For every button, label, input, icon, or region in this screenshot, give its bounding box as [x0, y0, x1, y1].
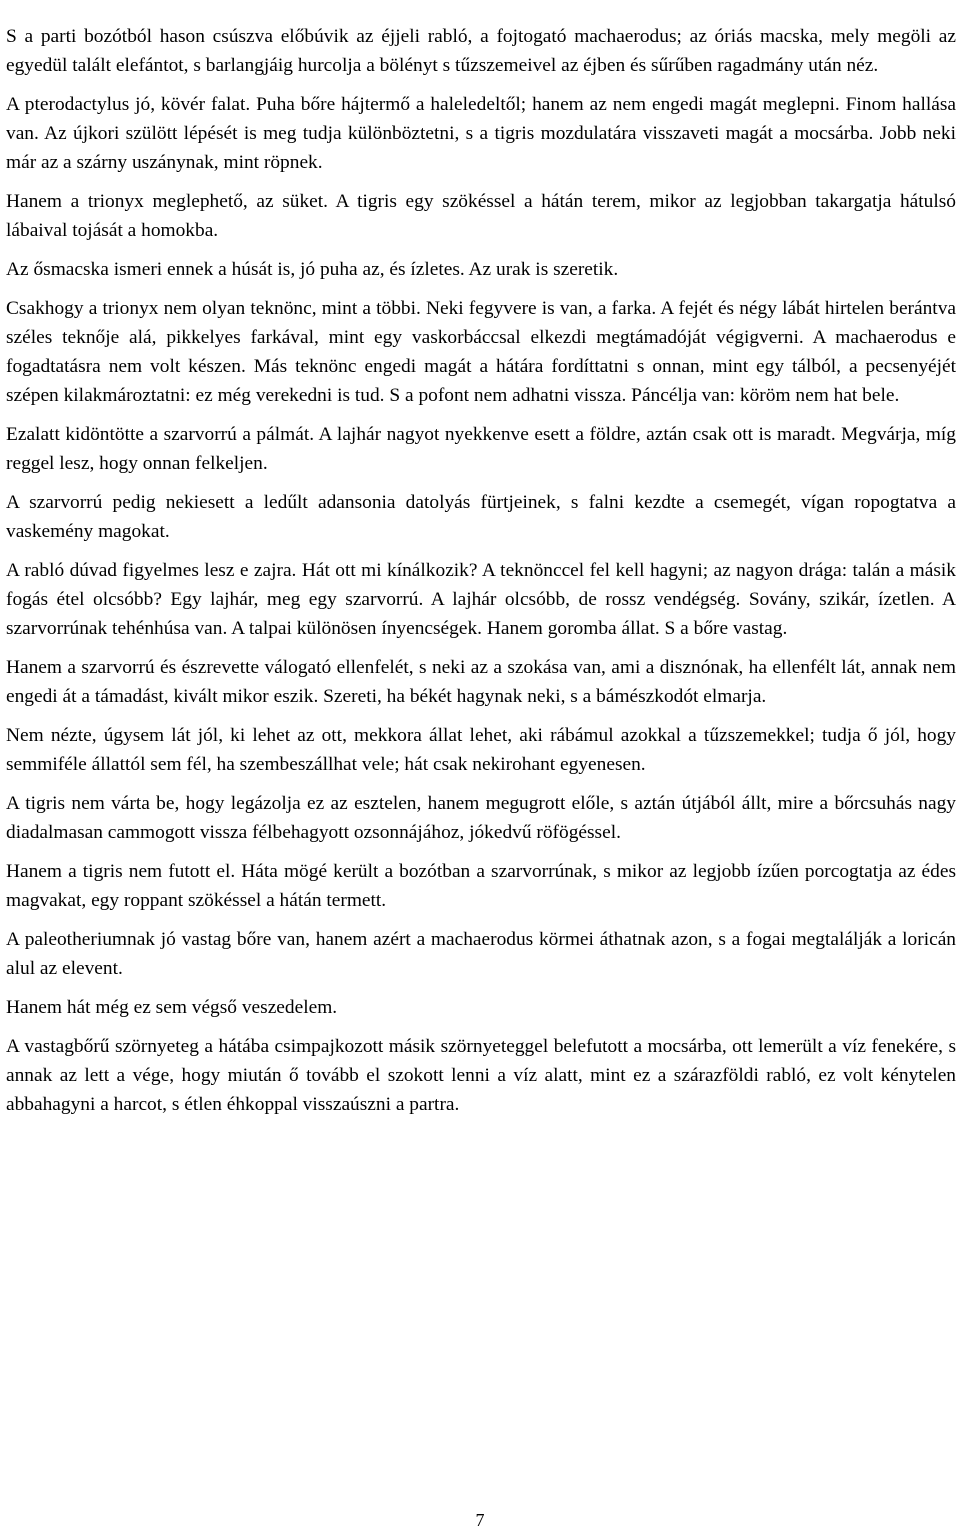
paragraph: Hanem a szarvorrú és észrevette válogató ellenfelét, s neki az a szokása van, ami a disznónak, ha ellenfélt lát, annak nem engedi át a támadást, kivált mikor eszik. Szereti, ha békét hagynak neki, s a bámészkodót elmarja. [6, 657, 956, 707]
paragraph: Ezalatt kidöntötte a szarvorrú a pálmát. A lajhár nagyot nyekkenve esett a földre, aztán csak ott is maradt. Megvárja, míg reggel lesz, hogy onnan felkeljen. [6, 424, 956, 474]
page-number: 7 [475, 1510, 485, 1530]
paragraph: A tigris nem várta be, hogy legázolja ez az esztelen, hanem megugrott előle, s aztán útjából állt, mire a bőrcsuhás nagy diadalmasan cammogott vissza félbehagyott ozsonnájához, jókedvű röfögéssel. [6, 793, 956, 843]
paragraph: A pterodactylus jó, kövér falat. Puha bőre hájtermő a haleledeltől; hanem az nem engedi magát meglepni. Finom hallása van. Az újkori szülött lépését is meg tudja különböztetni, s a tigris mozdulatára visszaveti magát a mocsárba. Jobb neki már az a szárny uszánynak, mint röpnek. [6, 94, 956, 173]
paragraph: A paleotheriumnak jó vastag bőre van, hanem azért a machaerodus körmei áthatnak azon, s a fogai megtalálják a loricán alul az elevent. [6, 929, 956, 979]
paragraph: Az ősmacska ismeri ennek a húsát is, jó puha az, és ízletes. Az urak is szeretik. [6, 259, 619, 280]
paragraph: S a parti bozótból hason csúszva előbúvik az éjjeli rabló, a fojtogató machaerodus; az óriás macska, mely megöli az egyedül talált elefántot, s barlangjáig hurcolja a bölényt s tűzszemeivel az éjben és sűrűben ragadmány után néz. [6, 26, 956, 76]
paragraph: A szarvorrú pedig nekiesett a ledűlt adansonia datolyás fürtjeinek, s falni kezdte a csemegét, vígan ropogtatva a vaskemény magokat. [6, 492, 956, 542]
page-body [6, 22, 956, 1129]
paragraph: A vastagbőrű szörnyeteg a hátába csimpajkozott másik szörnyeteggel belefutott a mocsárba, ott lemerült a víz fenekére, s annak az lett a vége, hogy miután ő tovább el szokott lenni a víz alatt, mint ez a szárazföldi rabló, ez volt kénytelen abbahagyni a harcot, s étlen éhkoppal visszaúszni a partra. [6, 1036, 956, 1115]
paragraph: Hanem a tigris nem futott el. Háta mögé került a bozótban a szarvorrúnak, s mikor az legjobb ízűen porcogtatja az édes magvakat, egy roppant szökéssel a hátán termett. [6, 861, 956, 911]
paragraph: Nem nézte, úgysem lát jól, ki lehet az ott, mekkora állat lehet, aki rábámul azokkal a tűzszemekkel; tudja ő jól, hogy semmiféle állattól sem fél, ha szembeszállhat vele; hát csak nekirohant egyenesen. [6, 725, 956, 775]
paragraph: Csakhogy a trionyx nem olyan teknönc, mint a többi. Neki fegyvere is van, a farka. A fejét és négy lábát hirtelen berántva széles teknője alá, pikkelyes farkával, mint egy vaskorbáccsal elkezdi megtámadóját végigverni. A machaerodus e fogadtatásra nem volt készen. Más teknönc engedi magát a hátára fordíttatni s onnan, mint egy tálból, a pecsenyéjét szépen kilakmároztatni: ez még verekedni is tud. S a pofont nem adhatni vissza. Páncélja van: köröm nem hat bele. [6, 298, 956, 406]
paragraph: A rabló dúvad figyelmes lesz e zajra. Hát ott mi kínálkozik? A teknönccel fel kell hagyni; az nagyon drága: talán a másik fogás étel olcsóbb? Egy lajhár, meg egy szarvorrú. A lajhár olcsóbb, de rossz vendégség. Sovány, szikár, ízetlen. A szarvorrúnak tehénhúsa van. A talpai különösen ínyencségek. Hanem goromba állat. S a bőre vastag. [6, 560, 956, 639]
paragraph: Hanem hát még ez sem végső veszedelem. [6, 997, 338, 1018]
paragraph: Hanem a trionyx meglephető, az süket. A tigris egy szökéssel a hátán terem, mikor az legjobban takargatja hátulsó lábaival tojását a homokba. [6, 191, 956, 241]
